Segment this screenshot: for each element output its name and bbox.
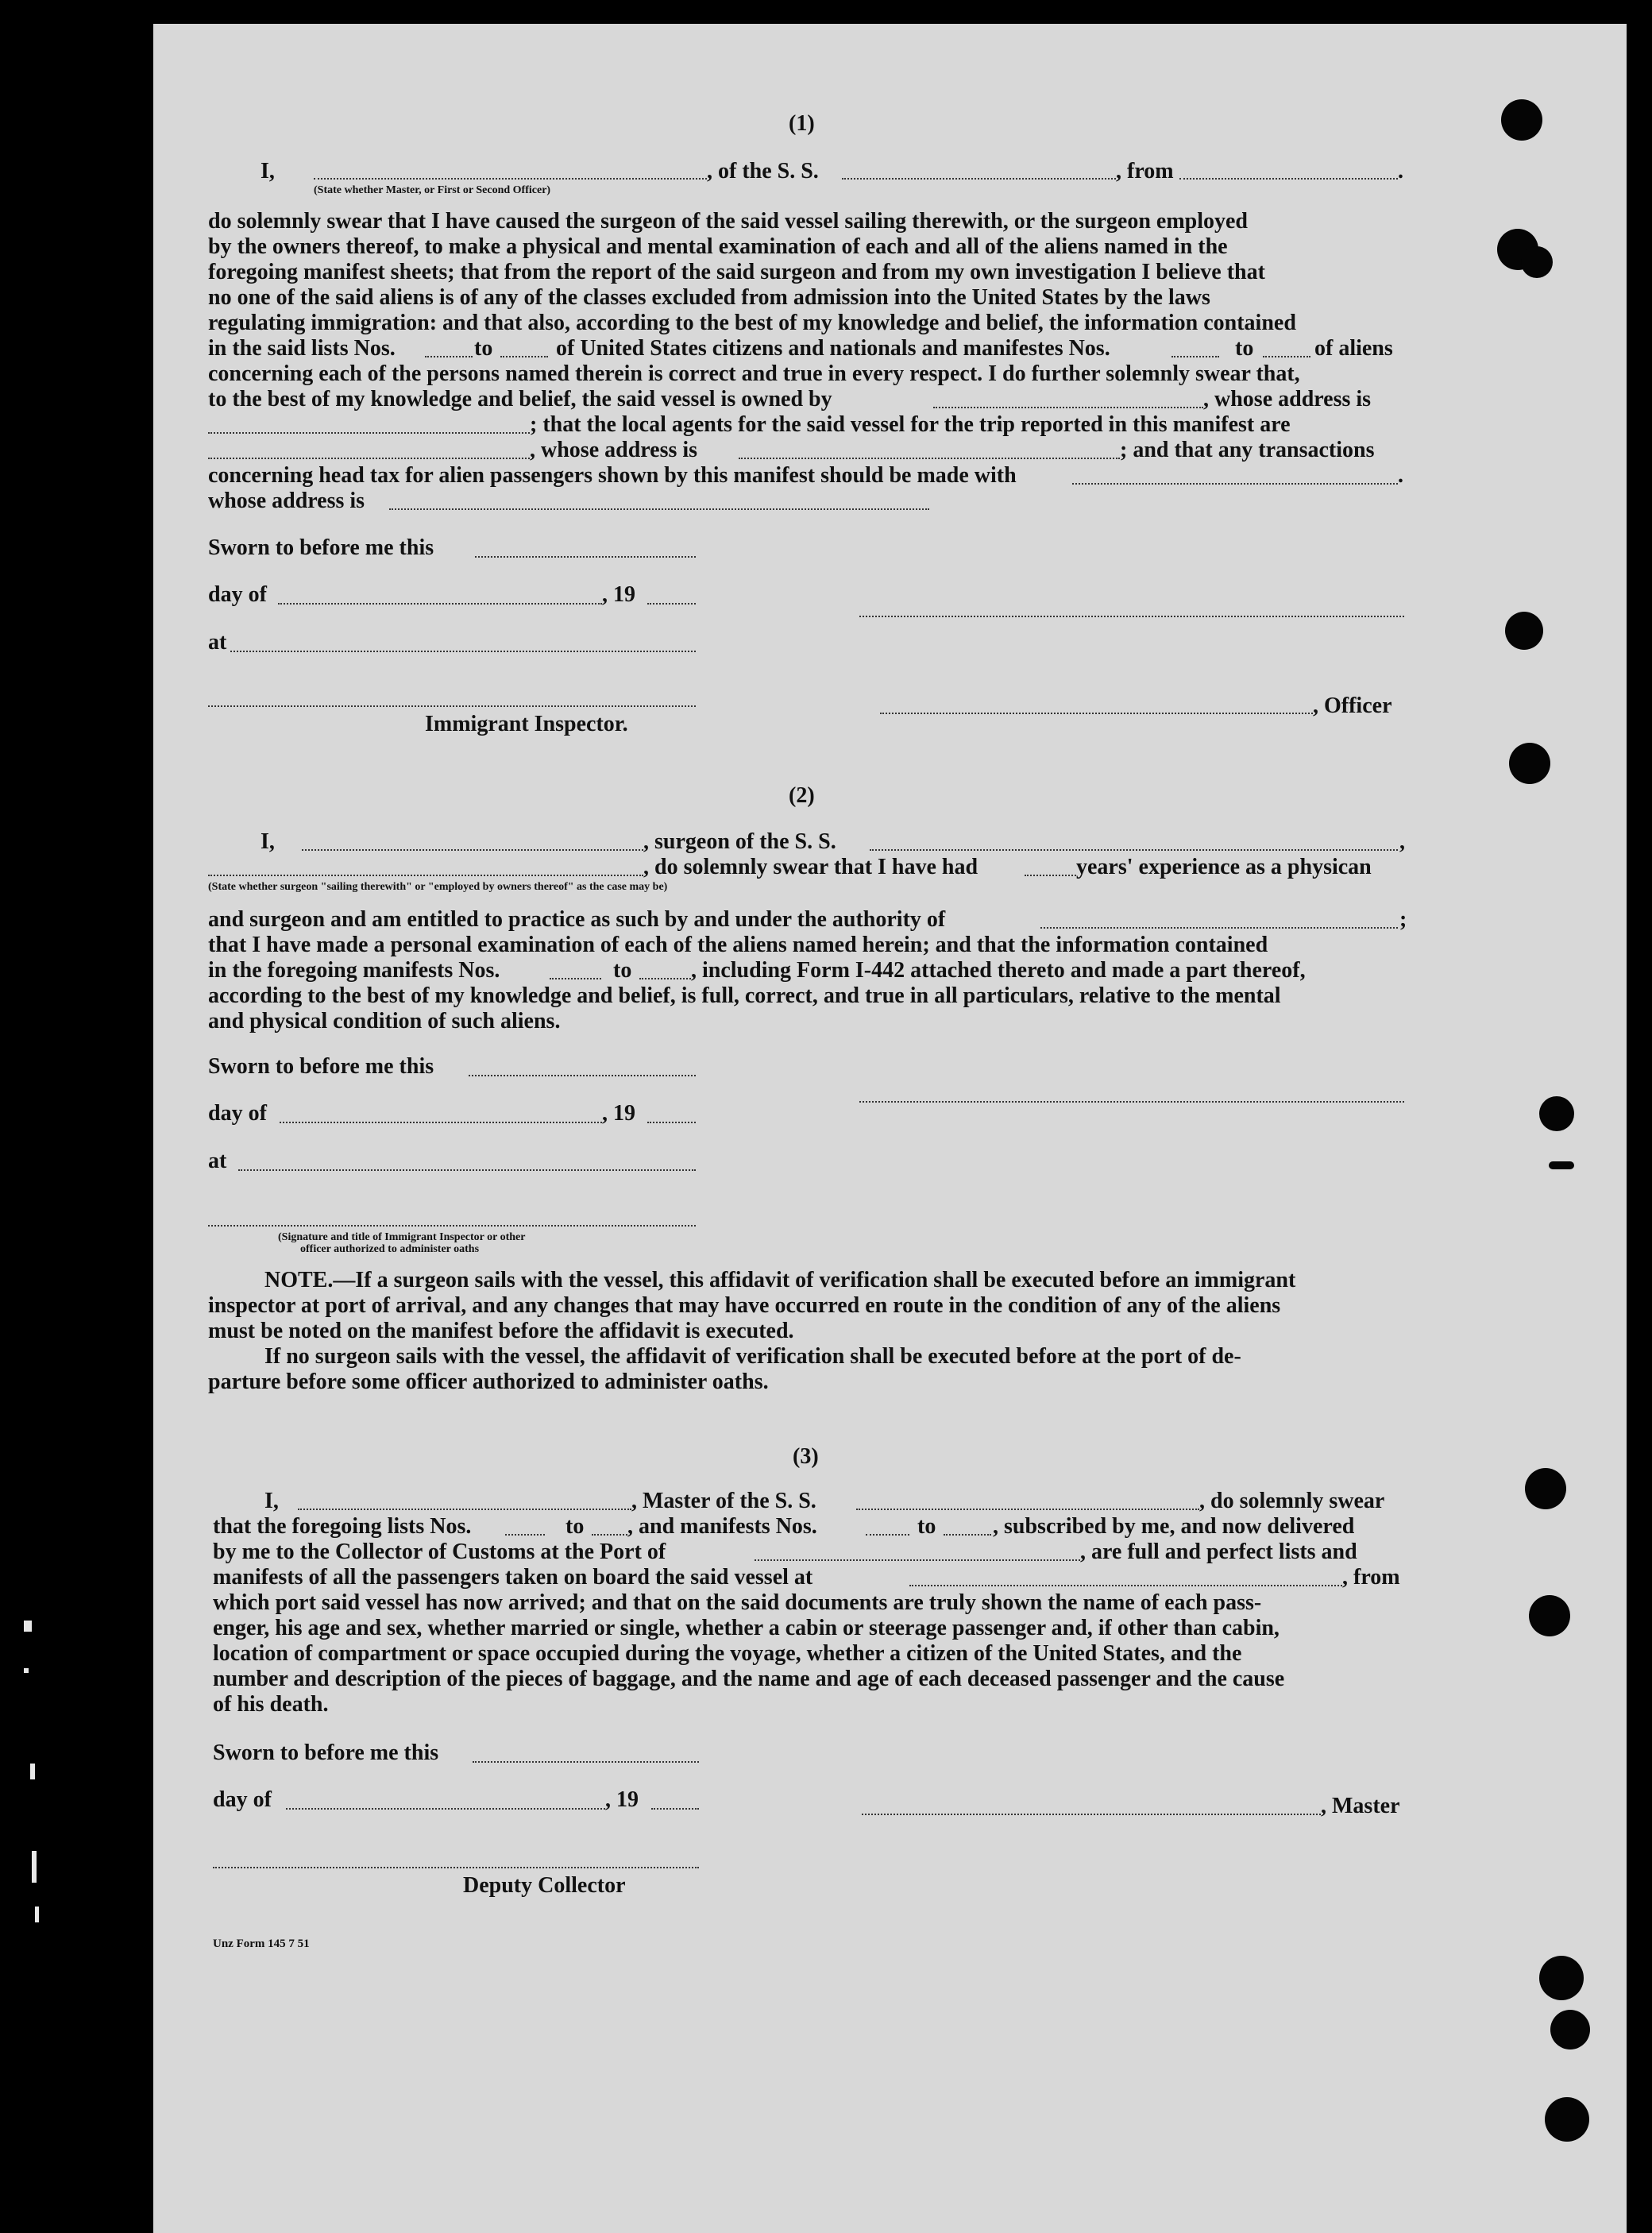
surgeon-sworn-day-field[interactable] (469, 1075, 696, 1076)
text: whose address is (208, 489, 365, 513)
text: , including Form I-442 attached thereto and made a part thereof, (691, 958, 1306, 983)
paragraph-line: by the owners thereof, to make a physical and mental examination of each and all of the aliens named in the (208, 234, 1228, 259)
text: of aliens (1314, 336, 1393, 361)
text: . (1398, 463, 1403, 488)
vessel-field[interactable] (842, 178, 1116, 180)
text: Sworn to before me this (208, 535, 434, 560)
text: day of (213, 1787, 272, 1812)
note-line: must be noted on the manifest before the affidavit is executed. (208, 1319, 794, 1343)
text: manifests of all the passengers taken on board the said vessel at (213, 1565, 813, 1590)
note-line: If no surgeon sails with the vessel, the affidavit of verification shall be executed before at the port of de- (264, 1344, 1241, 1369)
text: , 19 (602, 582, 635, 607)
owner-field[interactable] (933, 407, 1203, 408)
punch-hole (1525, 1468, 1566, 1509)
port-field[interactable] (755, 1559, 1080, 1561)
lists-to-field[interactable] (500, 356, 548, 357)
paragraph-line: which port said vessel has now arrived; and that on the said documents are truly shown the name of each pass- (213, 1590, 1262, 1615)
text: Sworn to before me this (213, 1740, 439, 1765)
text: to (613, 958, 632, 983)
master-name-field[interactable] (298, 1509, 631, 1510)
edge-mark (32, 1851, 37, 1883)
text: ; and that any transactions (1120, 438, 1375, 462)
boarding-port-field[interactable] (909, 1585, 1342, 1586)
master-signature-field[interactable] (862, 1814, 1321, 1815)
text: by me to the Collector of Customs at the Port of (213, 1540, 666, 1564)
owner-address-field[interactable] (208, 432, 530, 434)
note-line: inspector at port of arrival, and any changes that may have occurred en route in the condition of any of the aliens (208, 1293, 1281, 1318)
text: and surgeon and am entitled to practice as such by and under the authority of (208, 907, 946, 932)
sworn-day-field[interactable] (475, 556, 696, 558)
paragraph-line: enger, his age and sex, whether married or single, whether a cabin or steerage passenger and, if other than cabin, (213, 1616, 1280, 1640)
punch-hole (1521, 246, 1553, 278)
note-line: parture before some officer authorized to administer oaths. (208, 1370, 769, 1394)
officer-signature-field[interactable] (880, 713, 1313, 714)
text: to (565, 1514, 585, 1539)
collector-label: Deputy Collector (463, 1873, 626, 1898)
punch-hole (1550, 2010, 1590, 2049)
inspector-signature-field[interactable] (208, 705, 696, 707)
surgeon-status-field[interactable] (208, 875, 643, 876)
master-lists-to-field[interactable] (592, 1534, 627, 1536)
text: at (208, 630, 227, 655)
inspector-label: Immigrant Inspector. (425, 712, 628, 736)
master-lists-from-field[interactable] (505, 1534, 545, 1536)
officer-name-field[interactable] (314, 178, 707, 180)
edge-mark (35, 1907, 39, 1922)
section-1-number: (1) (789, 111, 815, 136)
master-label: , Master (1321, 1794, 1400, 1818)
text: , subscribed by me, and now delivered (993, 1514, 1355, 1539)
surgeon-sworn-year-field[interactable] (647, 1122, 696, 1123)
text: , do solemnly swear (1199, 1489, 1385, 1513)
paragraph-line: regulating immigration: and that also, according to the best of my knowledge and belief, the information contained (208, 311, 1296, 335)
from-field[interactable] (1179, 178, 1398, 180)
text: , are full and perfect lists and (1080, 1540, 1357, 1564)
section-2-number: (2) (789, 783, 815, 808)
officer-label: , Officer (1313, 693, 1392, 718)
punch-hole (1505, 612, 1543, 650)
paragraph-line: of his death. (213, 1692, 329, 1717)
text: to the best of my knowledge and belief, the said vessel is owned by (208, 387, 832, 411)
text: concerning head tax for alien passengers shown by this manifest should be made with (208, 463, 1017, 488)
punch-hole (1539, 1956, 1584, 2000)
officer-note: (State whether Master, or First or Second Officer) (314, 184, 551, 196)
text: to (1235, 336, 1254, 361)
paragraph-line: do solemnly swear that I have caused the surgeon of the said vessel sailing therewith, or the surgeon employed (208, 209, 1248, 234)
master-manifests-to-field[interactable] (944, 1534, 991, 1536)
text: , do solemnly swear that I have had (643, 855, 978, 879)
signature-field[interactable] (859, 616, 1404, 617)
text: I, (261, 829, 275, 854)
sworn-year-field[interactable] (647, 603, 696, 605)
text: , 19 (605, 1787, 639, 1812)
punch-hole (1545, 2097, 1589, 2142)
text: to (917, 1514, 936, 1539)
text: Sworn to before me this (208, 1054, 434, 1079)
section-3-number: (3) (793, 1444, 819, 1469)
manifests-from-field[interactable] (1171, 356, 1219, 357)
text: to (474, 336, 493, 361)
text: ; that the local agents for the said vessel for the trip reported in this manifest are (530, 412, 1291, 437)
surgeon-manifest-to-field[interactable] (639, 978, 691, 979)
head-tax-address-field[interactable] (389, 508, 929, 510)
text: , from (1116, 159, 1174, 184)
text: day of (208, 582, 267, 607)
text: , whose address is (1203, 387, 1372, 411)
text: ; (1399, 907, 1407, 932)
master-vessel-field[interactable] (856, 1509, 1199, 1510)
form-number: Unz Form 145 7 51 (213, 1937, 310, 1950)
paragraph-line: location of compartment or space occupied during the voyage, whether a citizen of the United States, and the (213, 1641, 1242, 1666)
punch-hole (1539, 1096, 1574, 1131)
surgeon-name-field[interactable] (302, 849, 643, 851)
master-sworn-month-field[interactable] (286, 1808, 605, 1810)
master-manifests-from-field[interactable] (866, 1534, 909, 1536)
text: that the foregoing lists Nos. (213, 1514, 472, 1539)
text: I, (264, 1489, 279, 1513)
master-sworn-day-field[interactable] (473, 1761, 699, 1763)
authority-field[interactable] (1040, 927, 1398, 929)
punch-hole (1549, 1161, 1574, 1169)
text: day of (208, 1101, 267, 1126)
paragraph-line: and physical condition of such aliens. (208, 1009, 561, 1033)
text: , Master of the S. S. (631, 1489, 816, 1513)
agents-address-field[interactable] (739, 458, 1120, 459)
master-sworn-year-field[interactable] (651, 1808, 699, 1810)
text: in the said lists Nos. (208, 336, 396, 361)
text: , from (1342, 1565, 1400, 1590)
edge-mark (30, 1764, 35, 1779)
text: years' experience as a physican (1076, 855, 1372, 879)
note-line: NOTE.—If a surgeon sails with the vessel, this affidavit of verification shall be executed before an immigrant (264, 1268, 1296, 1292)
paragraph-line: number and description of the pieces of baggage, and the name and age of each deceased passenger and the cause (213, 1667, 1285, 1691)
punch-hole (1529, 1595, 1570, 1636)
paragraph-line: that I have made a personal examination of each of the aliens named herein; and that the information contained (208, 933, 1268, 957)
text: , (1399, 829, 1405, 854)
punch-hole (1509, 743, 1550, 784)
collector-signature-field[interactable] (213, 1867, 699, 1868)
signature-note: officer authorized to administer oaths (300, 1243, 480, 1255)
paragraph-line: no one of the said aliens is of any of the classes excluded from admission into the United States by the laws (208, 285, 1210, 310)
text: , 19 (602, 1101, 635, 1126)
edge-mark (24, 1621, 32, 1632)
paragraph-line: foregoing manifest sheets; that from the report of the said surgeon and from my own investigation I believe that (208, 260, 1265, 284)
text: , of the S. S. (707, 159, 819, 184)
text: in the foregoing manifests Nos. (208, 958, 500, 983)
surgeon-sworn-month-field[interactable] (280, 1122, 602, 1123)
surgeon-note: (State whether surgeon "sailing therewith" or "employed by owners thereof" as the case may be) (208, 881, 668, 893)
head-tax-field[interactable] (1072, 483, 1398, 485)
text: of United States citizens and nationals and manifestes Nos. (556, 336, 1110, 361)
lists-from-field[interactable] (425, 356, 473, 357)
text: , surgeon of the S. S. (643, 829, 836, 854)
surgeon-vessel-field[interactable] (870, 849, 1398, 851)
text: , whose address is (530, 438, 698, 462)
agents-field[interactable] (208, 458, 530, 459)
sworn-month-field[interactable] (278, 603, 602, 605)
signature-note: (Signature and title of Immigrant Inspector or other (278, 1231, 526, 1243)
text: I, (261, 159, 275, 184)
edge-mark (24, 1668, 29, 1673)
sworn-place-field[interactable] (230, 651, 696, 652)
paragraph-line: concerning each of the persons named therein is correct and true in every respect. I do further solemnly swear that, (208, 361, 1300, 386)
surgeon-signature-field[interactable] (859, 1101, 1404, 1103)
surgeon-manifest-from-field[interactable] (550, 978, 601, 979)
text: . (1398, 159, 1403, 184)
surgeon-inspector-signature-field[interactable] (208, 1225, 696, 1227)
manifests-to-field[interactable] (1263, 356, 1310, 357)
surgeon-sworn-place-field[interactable] (238, 1169, 696, 1171)
punch-hole (1501, 99, 1542, 141)
text: at (208, 1149, 227, 1173)
paragraph-line: according to the best of my knowledge and belief, is full, correct, and true in all particulars, relative to the mental (208, 983, 1281, 1008)
years-field[interactable] (1025, 875, 1076, 876)
text: , and manifests Nos. (627, 1514, 817, 1539)
